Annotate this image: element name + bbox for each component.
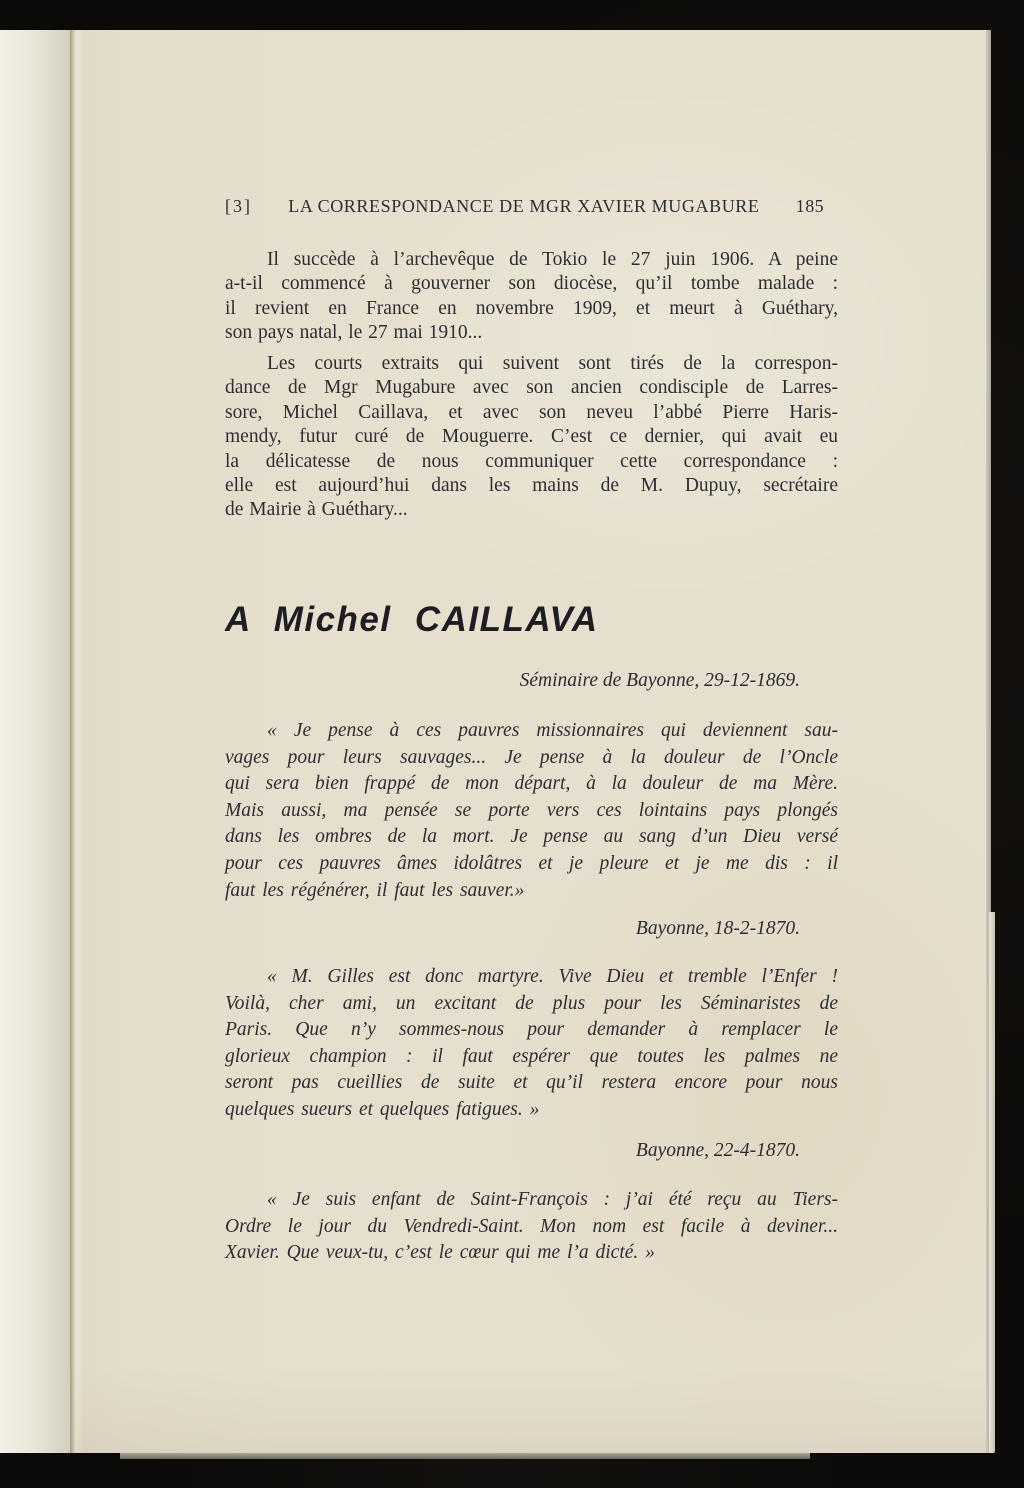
- text-line: faut les régénérer, il faut les sauver.»: [225, 879, 525, 901]
- text-line: « M. Gilles est donc martyre. Vive Dieu et tremble l’Enfer !: [267, 966, 838, 987]
- page-stack-edge-lower: [989, 912, 995, 1453]
- text-line: sore, Michel Caillava, et avec son neveu l’abbé Pierre Haris-: [225, 401, 838, 423]
- text-line: seront pas cueillies de suite et qu’il restera encore pour nous: [225, 1072, 838, 1094]
- text-line: « Je suis enfant de Saint-François : j’ai été reçu au Tiers-: [267, 1189, 838, 1210]
- text-line: Il succède à l’archevêque de Tokio le 27 juin 1906. A peine: [267, 249, 838, 270]
- text-line: quelques sueurs et quelques fatigues. »: [225, 1098, 540, 1120]
- letter-dateline-1: Séminaire de Bayonne, 29-12-1869.: [519, 670, 800, 691]
- running-title: LA CORRESPONDANCE DE MGR XAVIER MUGABURE: [288, 196, 760, 216]
- text-line: a-t-il commencé à gouverner son diocèse, qu’il tombe malade :: [225, 273, 838, 295]
- text-line: vages pour leurs sauvages... Je pense à la douleur de l’Oncle: [225, 746, 838, 768]
- article-number: [3]: [225, 196, 252, 216]
- text-line: elle est aujourd’hui dans les mains de M. Dupuy, secrétaire: [225, 475, 838, 497]
- text-line: glorieux champion : il faut espérer que toutes les palmes ne: [225, 1045, 838, 1067]
- book-page-spread: [0, 30, 986, 1453]
- text-line: Les courts extraits qui suivent sont tirés de la correspon-: [267, 353, 838, 374]
- letter-body-1: [225, 718, 838, 904]
- text-line: pour ces pauvres âmes idolâtres et je pleure et je me dis : il: [225, 852, 838, 874]
- text-line: dance de Mgr Mugabure avec son ancien condisciple de Larres-: [225, 377, 838, 399]
- page-stack-edge-bottom: [120, 1453, 810, 1459]
- text-line: Paris. Que n’y sommes-nous pour demander à remplacer le: [225, 1019, 838, 1041]
- text-line: il revient en France en novembre 1909, et meurt à Guéthary,: [225, 297, 838, 319]
- text-line: Xavier. Que veux-tu, c’est le cœur qui me l’a dicté. »: [225, 1242, 655, 1264]
- letter-dateline-2: Bayonne, 18-2-1870.: [635, 918, 800, 939]
- text-line: Voilà, cher ami, un excitant de plus pour les Séminaristes de: [225, 992, 838, 1014]
- text-line: dans les ombres de la mort. Je pense au sang d’un Dieu versé: [225, 826, 838, 848]
- section-heading: A Michel CAILLAVA: [225, 600, 599, 639]
- letter-body-2: [225, 964, 838, 1124]
- text-line: son pays natal, le 27 mai 1910...: [225, 322, 483, 344]
- text-line: mendy, futur curé de Mouguerre. C’est ce dernier, qui avait eu: [225, 426, 838, 448]
- intro-paragraph-1: [225, 248, 838, 346]
- text-line: la délicatesse de nous communiquer cette correspondance :: [225, 450, 838, 472]
- text-line: « Je pense à ces pauvres missionnaires qui deviennent sau-: [267, 720, 838, 741]
- text-line: de Mairie à Guéthary...: [225, 499, 408, 521]
- text-line: Mais aussi, ma pensée se porte vers ces lointains pays plongés: [225, 799, 838, 821]
- page-content: [0, 30, 986, 1453]
- text-line: qui sera bien frappé de mon départ, à la douleur de ma Mère.: [225, 773, 838, 795]
- letter-body-3: [225, 1187, 838, 1267]
- text-line: Ordre le jour du Vendredi-Saint. Mon nom est facile à deviner...: [225, 1215, 838, 1237]
- intro-paragraph-2: [225, 352, 838, 523]
- letter-dateline-3: Bayonne, 22-4-1870.: [635, 1140, 800, 1161]
- page-number: 185: [795, 196, 824, 216]
- page-header: [225, 196, 838, 217]
